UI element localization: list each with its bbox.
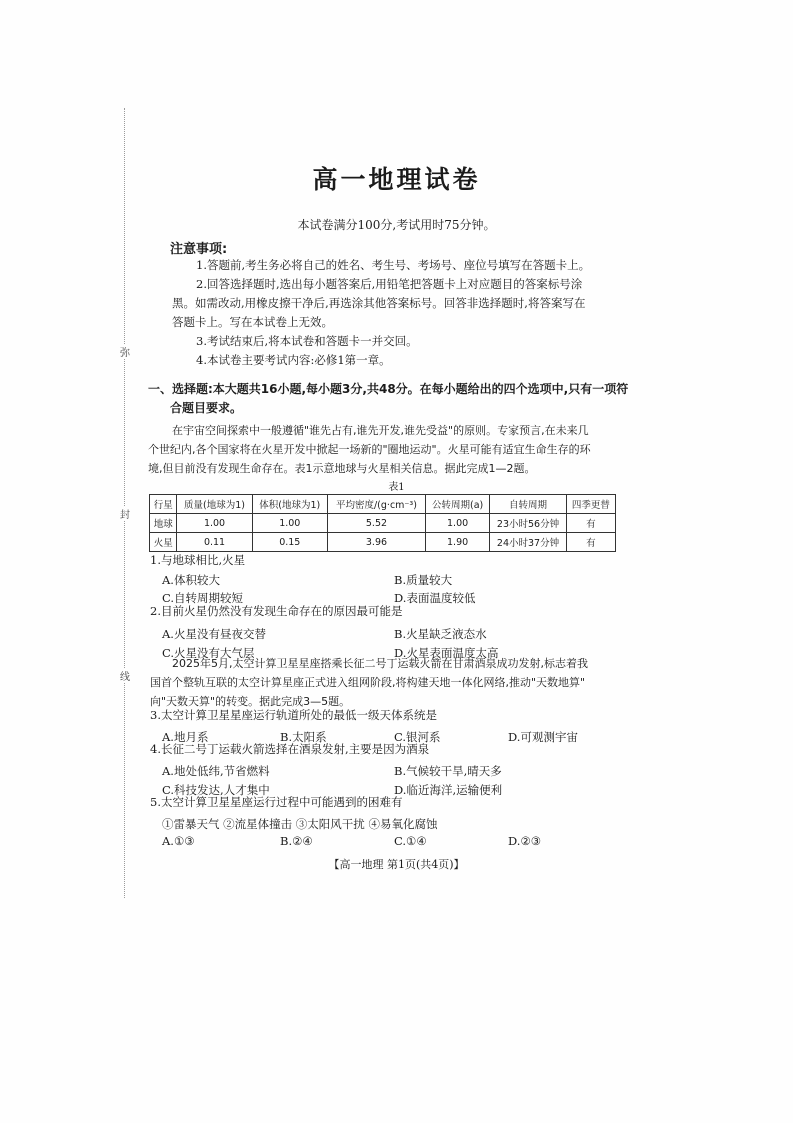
- binding-mark-3: 线: [118, 668, 132, 683]
- notice-line-2: 2.回答选择题时,选出每小题答案后,用铅笔把答题卡上对应题目的答案标号涂: [196, 277, 583, 291]
- table-cell: 1.00: [426, 514, 490, 533]
- section-heading: 一、选择题:本大题共16小题,每小题3分,共48分。在每小题给出的四个选项中,只有一项符: [148, 382, 629, 396]
- notice-line-6: 4.本试卷主要考试内容:必修1第一章。: [196, 353, 391, 367]
- planet-table: [149, 494, 616, 552]
- question-5-option-a: A.①③: [162, 834, 195, 848]
- question-3-option-b: B.太阳系: [280, 730, 327, 744]
- table-cell: 地球: [150, 514, 177, 533]
- question-3-option-a: A.地月系: [162, 730, 209, 744]
- table-header-cell: 平均密度/(g·cm⁻³): [327, 495, 425, 514]
- notice-heading: 注意事项:: [170, 242, 228, 257]
- question-4-option-b: B.气候较干旱,晴天多: [394, 764, 502, 778]
- table-header-cell: 质量(地球为1): [177, 495, 252, 514]
- passage1-line-3: 境,但目前没有发现生命存在。表1示意地球与火星相关信息。据此完成1—2题。: [148, 462, 536, 475]
- exam-title: 高一地理试卷: [312, 165, 481, 194]
- table-cell: 23小时56分钟: [490, 514, 567, 533]
- question-3-stem: 3.太空计算卫星星座运行轨道所处的最低一级天体系统是: [150, 708, 437, 722]
- passage2-line-1: 2025年5月,太空计算卫星星座搭乘长征二号丁运载火箭在甘肃酒泉成功发射,标志着我: [172, 657, 588, 670]
- notice-line-4: 答题卡上。写在本试卷上无效。: [172, 315, 333, 329]
- question-1-option-a: A.体积较大: [162, 573, 220, 587]
- question-5-option-b: B.②④: [280, 834, 313, 848]
- question-2-option-b: B.火星缺乏液态水: [394, 627, 487, 641]
- binding-mark-2: 封: [118, 506, 132, 521]
- table-header-cell: 行星: [150, 495, 177, 514]
- table-cell: 3.96: [327, 533, 425, 552]
- question-1-option-c: C.自转周期较短: [162, 591, 244, 605]
- question-2-option-c: C.火星没有大气层: [162, 646, 255, 660]
- table-header-cell: 四季更替: [566, 495, 615, 514]
- question-5-stem: 5.太空计算卫星星座运行过程中可能遇到的困难有: [150, 795, 403, 809]
- question-1-stem: 1.与地球相比,火星: [150, 553, 246, 567]
- question-4-option-a: A.地处低纬,节省燃料: [162, 764, 270, 778]
- question-5-option-c: C.①④: [394, 834, 427, 848]
- table-cell: 有: [566, 533, 615, 552]
- question-2-stem: 2.目前火星仍然没有发现生命存在的原因最可能是: [150, 604, 403, 618]
- section-heading-cont: 合题目要求。: [170, 401, 243, 415]
- table-cell: 0.11: [177, 533, 252, 552]
- table-header-row: [150, 495, 616, 514]
- binding-mark-1: 弥: [118, 344, 132, 359]
- passage1-line-2: 个世纪内,各个国家将在火星开发中掀起一场新的"圈地运动"。火星可能有适宜生命生存的环: [148, 443, 591, 456]
- question-3-option-d: D.可观测宇宙: [508, 730, 578, 744]
- question-4-option-c: C.科技发达,人才集中: [162, 783, 270, 797]
- table-cell: 0.15: [252, 533, 327, 552]
- table-caption: 表1: [388, 482, 405, 493]
- exam-subtitle: 本试卷满分100分,考试用时75分钟。: [297, 218, 496, 232]
- question-4-option-d: D.临近海洋,运输便利: [394, 783, 503, 797]
- table-row: [150, 533, 616, 552]
- table-header-cell: 公转周期(a): [426, 495, 490, 514]
- question-1-option-b: B.质量较大: [394, 573, 453, 587]
- table-cell: 24小时37分钟: [490, 533, 567, 552]
- notice-line-3: 黑。如需改动,用橡皮擦干净后,再选涂其他答案标号。回答非选择题时,将答案写在: [172, 296, 586, 310]
- question-4-stem: 4.长征二号丁运载火箭选择在酒泉发射,主要是因为酒泉: [150, 742, 430, 756]
- question-5-items: ①雷暴天气 ②流星体撞击 ③太阳风干扰 ④易氧化腐蚀: [162, 817, 438, 831]
- question-1-option-d: D.表面温度较低: [394, 591, 476, 605]
- passage2-line-2: 国首个整轨互联的太空计算星座正式进入组网阶段,将构建天地一体化网络,推动"天数地算": [150, 676, 586, 689]
- notice-line-1: 1.答题前,考生务必将自己的姓名、考生号、考场号、座位号填写在答题卡上。: [196, 258, 591, 272]
- table-cell: 有: [566, 514, 615, 533]
- table-header-cell: 自转周期: [490, 495, 567, 514]
- table-header-cell: 体积(地球为1): [252, 495, 327, 514]
- passage1-line-1: 在宇宙空间探索中一般遵循"谁先占有,谁先开发,谁先受益"的原则。专家预言,在未来几: [172, 424, 589, 437]
- table-cell: 1.90: [426, 533, 490, 552]
- table-cell: 1.00: [252, 514, 327, 533]
- question-2-option-a: A.火星没有昼夜交替: [162, 627, 266, 641]
- question-5-option-d: D.②③: [508, 834, 542, 848]
- table-cell: 1.00: [177, 514, 252, 533]
- notice-line-5: 3.考试结束后,将本试卷和答题卡一并交回。: [196, 334, 418, 348]
- question-2-option-d: D.火星表面温度太高: [394, 646, 499, 660]
- table-row: [150, 514, 616, 533]
- page-footer: 【高一地理 第1页(共4页)】: [328, 858, 465, 871]
- table-cell: 5.52: [327, 514, 425, 533]
- passage2-line-3: 向"天数天算"的转变。据此完成3—5题。: [150, 695, 351, 708]
- table-cell: 火星: [150, 533, 177, 552]
- question-3-option-c: C.银河系: [394, 730, 441, 744]
